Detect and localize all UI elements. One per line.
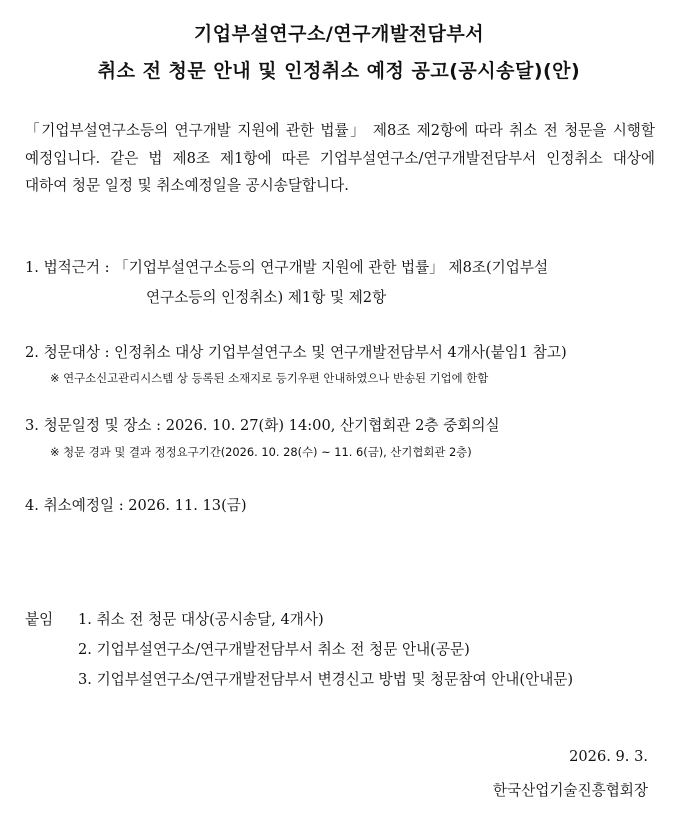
item-cancellation-date: 4. 취소예정일 : 2026. 11. 13(금) (25, 497, 247, 514)
issuer-name: 한국산업기술진흥협회장 (492, 782, 648, 799)
document-date: 2026. 9. 3. (569, 748, 648, 765)
item-legal-basis-line-1: 1. 법적근거 : 「기업부설연구소등의 연구개발 지원에 관한 법률」 제8조(기업부설 (25, 259, 549, 276)
document-title-line-2: 취소 전 청문 안내 및 인정취소 예정 공고(공시송달)(안) (97, 60, 581, 82)
document-title-line-1: 기업부설연구소/연구개발전담부서 (193, 23, 485, 45)
item-legal-basis-line-2: 연구소등의 인정취소) 제1항 및 제2항 (146, 289, 387, 306)
item-hearing-target: 2. 청문대상 : 인정취소 대상 기업부설연구소 및 연구개발전담부서 4개사(붙임1 참고) (25, 344, 567, 361)
attachment-item-3: 3. 기업부설연구소/연구개발전담부서 변경신고 방법 및 청문참여 안내(안내문) (78, 671, 574, 688)
item-hearing-schedule-note: ※ 청문 경과 및 결과 정정요구기간(2026. 10. 28(수) ~ 11. 6(금), 산기협회관 2층) (50, 445, 472, 459)
item-hearing-schedule: 3. 청문일정 및 장소 : 2026. 10. 27(화) 14:00, 산기협회관 2층 중회의실 (25, 417, 500, 434)
attachments-label: 붙임 (25, 611, 54, 628)
intro-paragraph: 「기업부설연구소등의 연구개발 지원에 관한 법률」 제8조 제2항에 따라 취소 전 청문을 시행할 예정입니다. 같은 법 제8조 제1항에 따른 기업부설연구소/연구개발전담부서 인정취소 대상에 대하여 청문 일정 및 취소예정일을 공시송달합니다. (25, 122, 655, 194)
attachment-item-2: 2. 기업부설연구소/연구개발전담부서 취소 전 청문 안내(공문) (78, 641, 470, 658)
item-hearing-target-note: ※ 연구소신고관리시스템 상 등록된 소재지로 등기우편 안내하였으나 반송된 기업에 한함 (50, 371, 489, 385)
attachment-item-1: 1. 취소 전 청문 대상(공시송달, 4개사) (78, 611, 324, 628)
